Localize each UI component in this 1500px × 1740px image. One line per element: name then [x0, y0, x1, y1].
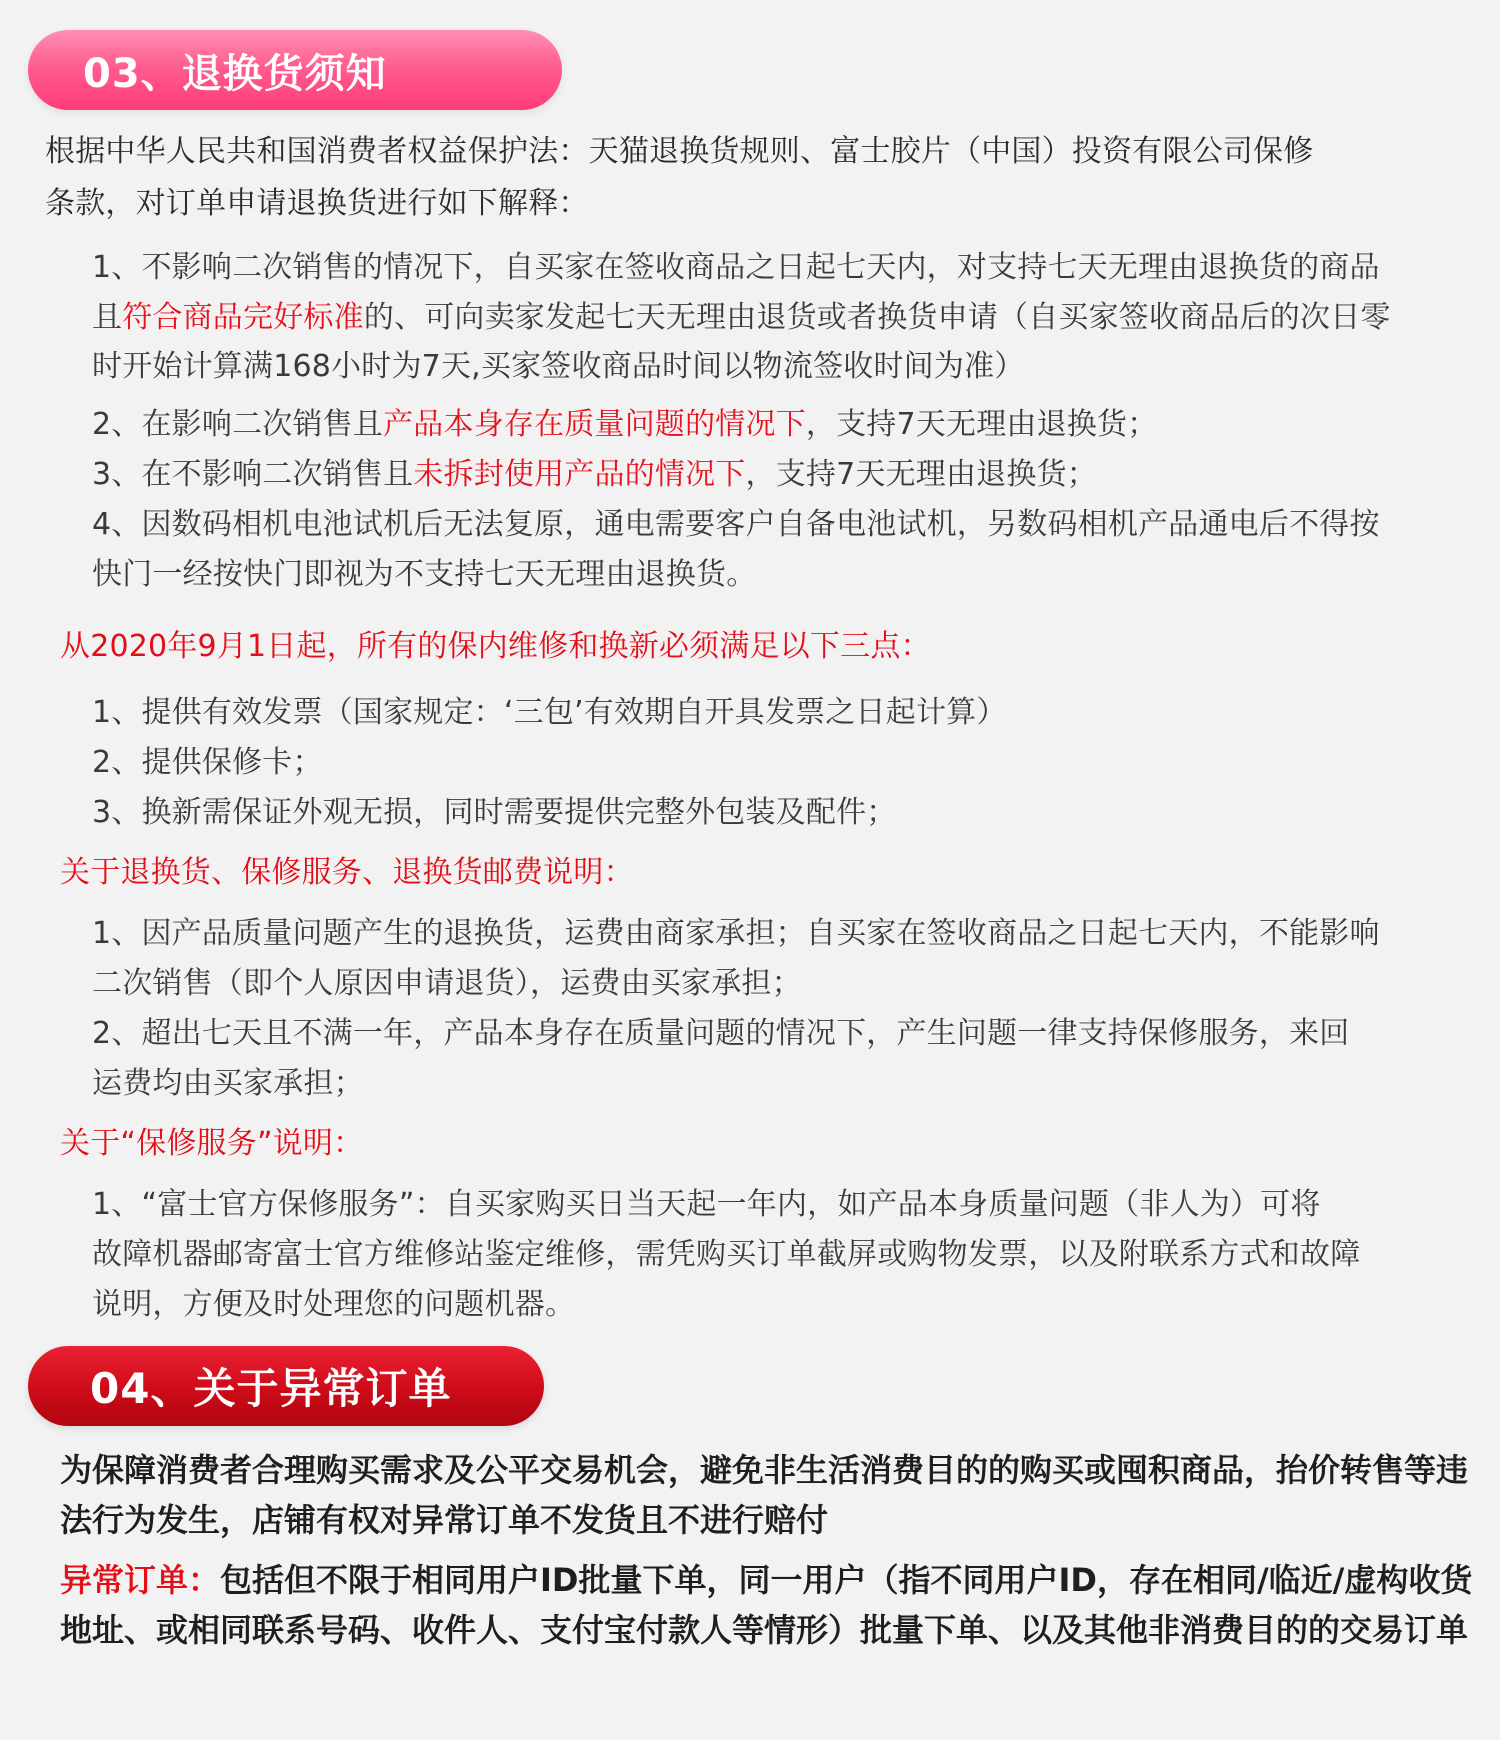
- shipping-item-1-line-2: 二次销售（即个人原因申请退货），运费由买家承担；: [92, 966, 802, 1001]
- policy-item-1-highlight: 符合商品完好标准: [122, 300, 364, 335]
- service-title: 关于“保修服务”说明：: [60, 1126, 364, 1161]
- policy-item-3-prefix: 3、在不影响二次销售且: [92, 457, 414, 492]
- service-item-line-1: 1、“富士官方保修服务”：自买家购买日当天起一年内，如产品本身质量问题（非人为）可将: [92, 1187, 1321, 1222]
- warranty-item-1: 1、提供有效发票（国家规定：‘三包’有效期自开具发票之日起计算）: [92, 695, 1007, 730]
- abnormal-order-paragraph: 为保障消费者合理购买需求及公平交易机会，避免非生活消费目的的购买或囤积商品，抬价转售等违法行为发生，店铺有权对异常订单不发货且不进行赔付: [60, 1451, 1469, 1539]
- abnormal-order-description: 包括但不限于相同用户ID批量下单，同一用户（指不同用户ID，存在相同/临近/虚构收货地址、或相同联系号码、收件人、支付宝付款人等情形）批量下单、以及其他非消费目的的交易订单: [60, 1561, 1473, 1649]
- section-03-title: 03、退换货须知: [83, 50, 387, 97]
- policy-item-2-suffix: ，支持7天无理由退换货；: [805, 407, 1158, 442]
- policy-item-1-suffix: 的、可向卖家发起七天无理由退货或者换货申请（自买家签收商品后的次日零: [363, 300, 1391, 335]
- shipping-item-2-line-2: 运费均由买家承担；: [92, 1066, 364, 1101]
- section-04-header: [28, 1346, 544, 1426]
- warranty-title: 从2020年9月1日起，所有的保内维修和换新必须满足以下三点：: [60, 629, 931, 664]
- policy-item-4-line-1: 4、因数码相机电池试机后无法复原，通电需要客户自备电池试机，另数码相机产品通电后不得按: [92, 507, 1380, 542]
- abnormal-order-definition: [60, 1555, 1480, 1655]
- shipping-title: 关于退换货、保修服务、退换货邮费说明：: [60, 855, 634, 890]
- service-item-line-2: 故障机器邮寄富士官方维修站鉴定维修，需凭购买订单截屏或购物发票，以及附联系方式和故障: [92, 1237, 1361, 1272]
- shipping-item-1-line-1: 1、因产品质量问题产生的退换货，运费由商家承担；自买家在签收商品之日起七天内，不能影响: [92, 916, 1380, 951]
- policy-item-4-line-2: 快门一经按快门即视为不支持七天无理由退换货。: [92, 557, 757, 592]
- policy-item-1-line-1: 1、不影响二次销售的情况下，自买家在签收商品之日起七天内，对支持七天无理由退换货的商品: [92, 250, 1380, 285]
- policy-item-3-highlight: 未拆封使用产品的情况下: [413, 457, 746, 492]
- intro-line-2: 条款，对订单申请退换货进行如下解释：: [45, 186, 589, 221]
- intro-line-1: 根据中华人民共和国消费者权益保护法：天猫退换货规则、富士胶片（中国）投资有限公司保修: [45, 134, 1314, 169]
- policy-item-2-prefix: 2、在影响二次销售且: [92, 407, 384, 442]
- policy-item-2: [92, 400, 1157, 450]
- service-item-line-3: 说明，方便及时处理您的问题机器。: [92, 1287, 576, 1322]
- policy-item-1-line-2: [92, 293, 1391, 343]
- warranty-item-3: 3、换新需保证外观无损，同时需要提供完整外包装及配件；: [92, 795, 897, 830]
- shipping-item-2-line-1: 2、超出七天且不满一年，产品本身存在质量问题的情况下，产生问题一律支持保修服务，来回: [92, 1016, 1350, 1051]
- policy-item-3-suffix: ，支持7天无理由退换货；: [745, 457, 1097, 492]
- warranty-item-2: 2、提供保修卡；: [92, 745, 323, 780]
- section-03-header: [28, 30, 562, 110]
- policy-item-1-prefix: 且: [92, 300, 123, 335]
- section-04-title: 04、关于异常订单: [90, 1364, 452, 1413]
- abnormal-order-intro: [60, 1445, 1480, 1545]
- abnormal-order-definition-text: [60, 1555, 1480, 1655]
- policy-item-2-highlight: 产品本身存在质量问题的情况下: [383, 407, 806, 442]
- policy-item-1-line-3: 时开始计算满168小时为7天,买家签收商品时间以物流签收时间为准）: [92, 349, 1025, 384]
- abnormal-order-label: 异常订单：: [60, 1561, 221, 1599]
- policy-item-3: [92, 450, 1097, 500]
